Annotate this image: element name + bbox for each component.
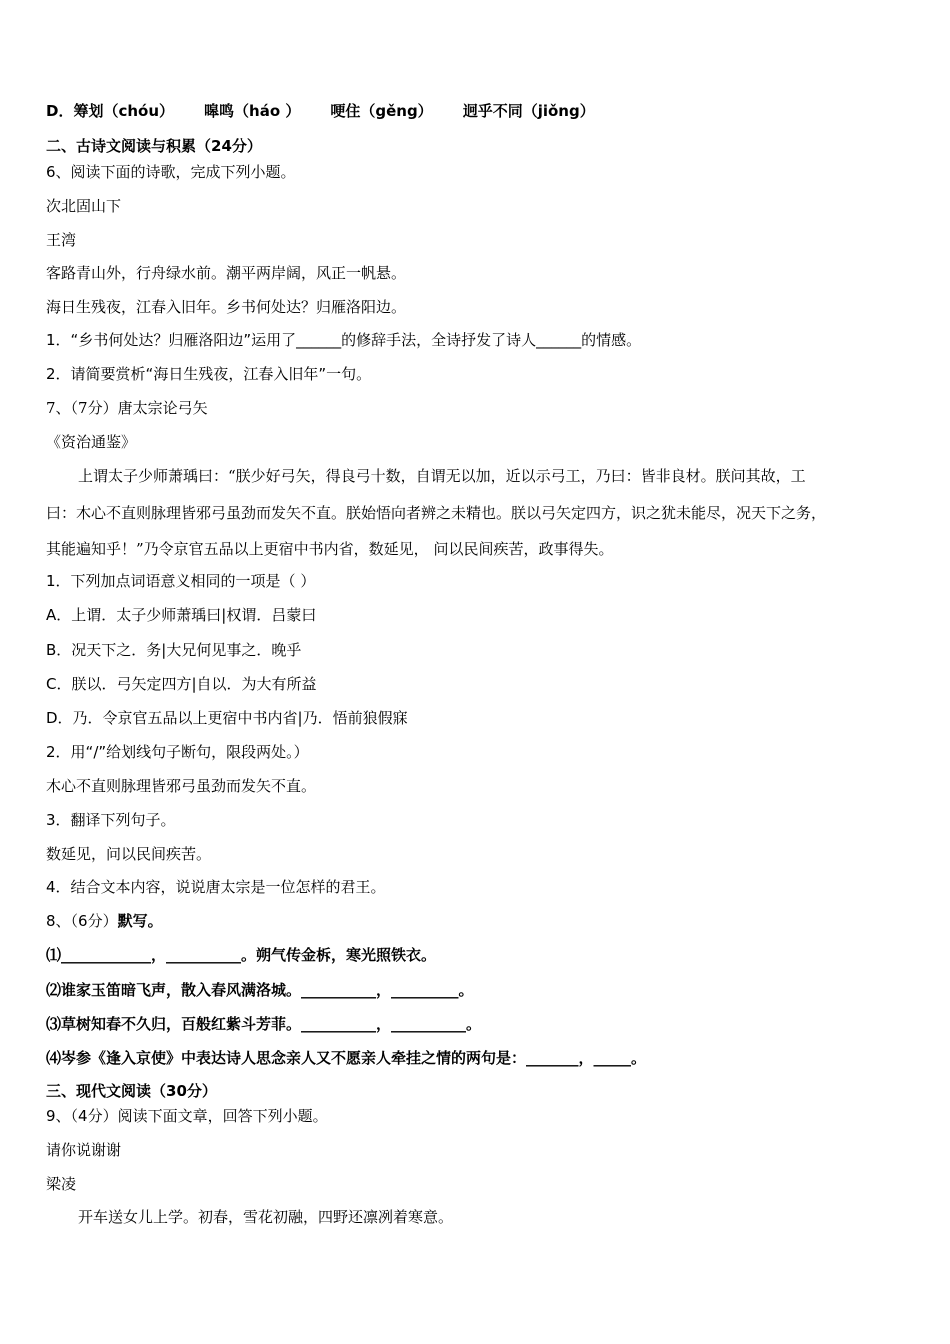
q8-intro-prefix: 8、（6分） <box>46 912 118 930</box>
section-2-title: 二、古诗文阅读与积累（24分） <box>46 137 262 155</box>
q7-sub2-sentence: 木心不直则脉理皆邪弓虽劲而发矢不直。 <box>46 777 317 795</box>
option-d-item: 哽住（gěng） <box>330 102 433 120</box>
q7-intro: 7、（7分）唐太宗论弓矢 <box>46 399 208 417</box>
q7-sub3-sentence: 数延见，问以民间疾苦。 <box>46 845 212 863</box>
q7-option: B．况天下之．务|大兄何见事之．晚乎 <box>46 641 302 659</box>
q6-sub2: 2．请简要赏析“海日生残夜，江春入旧年”一句。 <box>46 365 372 383</box>
q7-source: 《资治通鉴》 <box>46 433 137 451</box>
q7-passage-line: 其能遍知乎！”乃令京官五品以上更宿中书内省，数延见， 问以民间疾苦，政事得失。 <box>46 540 614 558</box>
q7-sub2: 2．用“/”给划线句子断句，限段两处。） <box>46 743 309 761</box>
q7-passage-line: 曰：木心不直则脉理皆邪弓虽劲而发矢不直。朕始悟向者辨之未精也。朕以弓矢定四方，识之犹未能尽，况天下之务， <box>46 504 827 522</box>
article-title: 请你说谢谢 <box>46 1141 122 1159</box>
q7-sub1: 1．下列加点词语意义相同的一项是（ ） <box>46 572 316 590</box>
option-d-line <box>46 100 910 122</box>
poem-line: 海日生残夜，江春入旧年。乡书何处达？归雁洛阳边。 <box>46 298 407 316</box>
q8-item: ⑵谁家玉笛暗飞声，散入春风满洛城。__________，_________。 <box>46 981 474 999</box>
q8-item: ⑴____________，__________。朔气传金柝，寒光照铁衣。 <box>46 946 437 964</box>
q7-sub4: 4．结合文本内容，说说唐太宗是一位怎样的君王。 <box>46 878 386 896</box>
option-d-item: 筹划（chóu） <box>73 102 175 120</box>
q6-sub1: 1．“乡书何处达？归雁洛阳边”运用了______的修辞手法，全诗抒发了诗人______的情感。 <box>46 331 642 349</box>
q7-passage-line: 上谓太子少师萧瑀曰：“朕少好弓矢，得良弓十数，自谓无以加，近以示弓工，乃曰：皆非良材。朕问其故，工 <box>78 467 806 485</box>
q8-item: ⑷岑参《逢入京使》中表达诗人思念亲人又不愿亲人牵挂之情的两句是：_______，_____。 <box>46 1049 647 1067</box>
option-d-item: 迥乎不同（jiǒng） <box>462 102 595 120</box>
section-3-title: 三、现代文阅读（30分） <box>46 1082 217 1100</box>
poem-title: 次北固山下 <box>46 197 122 215</box>
article-paragraph: 开车送女儿上学。初春，雪花初融，四野还凛冽着寒意。 <box>78 1208 454 1226</box>
q7-option: A．上谓．太子少师萧瑀曰|权谓．吕蒙曰 <box>46 606 317 624</box>
q7-sub3: 3．翻译下列句子。 <box>46 811 176 829</box>
article-author: 梁凌 <box>46 1175 77 1193</box>
q8-item: ⑶草树知春不久归，百般红紫斗芳菲。__________，__________。 <box>46 1015 482 1033</box>
q9-intro: 9、（4分）阅读下面文章，回答下列小题。 <box>46 1107 328 1125</box>
q8-intro-bold: 默写。 <box>117 912 163 930</box>
q8-intro <box>46 910 910 932</box>
option-d-item: 嗥鸣（háo ） <box>204 102 301 120</box>
option-d-label: D． <box>46 102 74 120</box>
q7-option: C．朕以．弓矢定四方|自以．为大有所益 <box>46 675 317 693</box>
poem-line: 客路青山外，行舟绿水前。潮平两岸阔，风正一帆悬。 <box>46 264 407 282</box>
q6-intro: 6、阅读下面的诗歌，完成下列小题。 <box>46 163 296 181</box>
poet-name: 王湾 <box>46 231 77 249</box>
q7-option: D．乃．令京官五品以上更宿中书内省|乃．悟前狼假寐 <box>46 709 408 727</box>
